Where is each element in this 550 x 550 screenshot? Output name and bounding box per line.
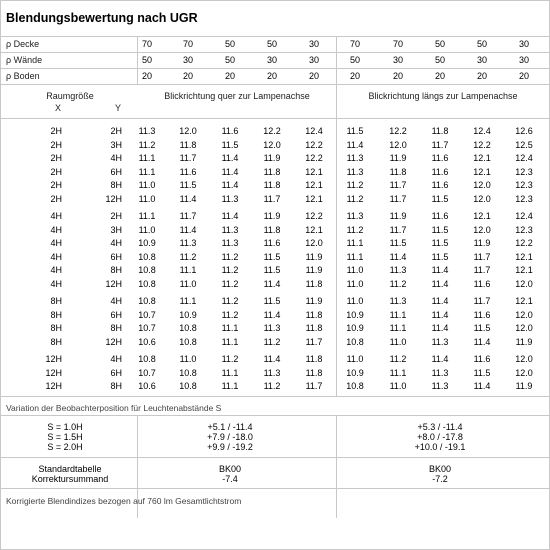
room-y: 4H xyxy=(110,153,122,163)
ugr-value: 11.3 xyxy=(389,296,407,306)
ugr-value: 11.7 xyxy=(389,194,407,204)
ugr-value: 11.2 xyxy=(389,354,407,364)
ugr-value: 11.0 xyxy=(179,279,197,289)
ugr-value: 12.1 xyxy=(305,180,323,190)
variation-column-divider xyxy=(336,416,337,518)
variation-cross: +9.9 / -19.2 xyxy=(207,442,253,452)
ugr-value: 11.5 xyxy=(263,296,281,306)
ugr-value: 11.4 xyxy=(431,296,449,306)
ugr-value: 11.2 xyxy=(389,279,407,289)
page-title: Blendungsbewertung nach UGR xyxy=(6,11,198,25)
room-size-header: Raumgröße xyxy=(46,91,94,101)
ugr-value: 11.0 xyxy=(138,180,156,190)
footnote: Korrigierte Blendindizes bezogen auf 760 lm Gesamtlichtstrom xyxy=(6,496,242,506)
room-y: 4H xyxy=(110,354,122,364)
ugr-value: 11.2 xyxy=(263,381,281,391)
reflectance-divider xyxy=(1,84,549,85)
ugr-value: 11.0 xyxy=(346,354,364,364)
ugr-value: 11.5 xyxy=(431,194,449,204)
ugr-value: 12.0 xyxy=(389,140,407,150)
ugr-value: 11.3 xyxy=(389,265,407,275)
room-x: 12H xyxy=(45,381,62,391)
ugr-value: 12.3 xyxy=(515,180,533,190)
ugr-value: 12.0 xyxy=(305,238,323,248)
ugr-value: 10.9 xyxy=(138,238,156,248)
ugr-value: 11.2 xyxy=(221,252,239,262)
reflectance-value: 20 xyxy=(434,71,445,81)
ugr-value: 11.4 xyxy=(221,180,239,190)
room-y: 12H xyxy=(105,279,122,289)
reflectance-value: 30 xyxy=(308,55,319,65)
ugr-value: 11.4 xyxy=(346,140,364,150)
ugr-value: 11.5 xyxy=(346,126,364,136)
ugr-value: 12.2 xyxy=(305,211,323,221)
room-x: 4H xyxy=(50,225,62,235)
standard-divider xyxy=(1,457,549,458)
room-y: 4H xyxy=(110,238,122,248)
room-x: 2H xyxy=(50,126,62,136)
along-direction-header: Blickrichtung längs zur Lampenachse xyxy=(368,91,518,101)
reflectance-value: 30 xyxy=(518,55,529,65)
ugr-value: 11.1 xyxy=(138,211,156,221)
ugr-value: 11.2 xyxy=(221,310,239,320)
header-column-divider xyxy=(336,85,337,118)
reflectance-value: 50 xyxy=(476,39,487,49)
ugr-value: 12.1 xyxy=(305,225,323,235)
ugr-value: 11.7 xyxy=(263,194,281,204)
reflectance-value: 20 xyxy=(392,71,403,81)
ugr-value: 11.5 xyxy=(431,238,449,248)
ugr-value: 11.5 xyxy=(389,238,407,248)
ugr-value: 11.4 xyxy=(179,225,197,235)
header-divider xyxy=(1,118,549,119)
ugr-value: 11.4 xyxy=(431,279,449,289)
ugr-value: 10.9 xyxy=(179,310,197,320)
variation-divider xyxy=(1,415,549,416)
room-y: 3H xyxy=(110,140,122,150)
reflectance-label: ρ Boden xyxy=(6,71,40,81)
ugr-value: 11.7 xyxy=(179,211,197,221)
ugr-value: 12.6 xyxy=(515,126,533,136)
ugr-value: 11.8 xyxy=(305,310,323,320)
ugr-value: 11.8 xyxy=(305,323,323,333)
room-x: 8H xyxy=(50,296,62,306)
ugr-value: 11.6 xyxy=(179,167,197,177)
room-y: 3H xyxy=(110,225,122,235)
ugr-value: 10.8 xyxy=(179,337,197,347)
ugr-value: 11.2 xyxy=(221,265,239,275)
ugr-value: 10.6 xyxy=(138,381,156,391)
ugr-value: 12.5 xyxy=(515,140,533,150)
ugr-value: 11.0 xyxy=(179,354,197,364)
along-standard-table: BK00 xyxy=(428,464,452,474)
correction-label: Korrektursummand xyxy=(31,474,109,484)
ugr-value: 12.1 xyxy=(515,252,533,262)
ugr-value: 11.3 xyxy=(431,381,449,391)
ugr-value: 11.6 xyxy=(473,310,491,320)
ugr-value: 10.8 xyxy=(346,337,364,347)
ugr-value: 12.0 xyxy=(515,279,533,289)
variation-cross: +5.1 / -11.4 xyxy=(207,422,253,432)
ugr-value: 11.8 xyxy=(263,225,281,235)
reflectance-value: 20 xyxy=(224,71,235,81)
reflectance-value: 70 xyxy=(141,39,152,49)
room-x: 8H xyxy=(50,323,62,333)
cross-standard-table: BK00 xyxy=(218,464,242,474)
ugr-value: 11.4 xyxy=(263,310,281,320)
ugr-value: 11.2 xyxy=(221,296,239,306)
ugr-value: 12.1 xyxy=(473,153,491,163)
reflectance-value: 70 xyxy=(182,39,193,49)
ugr-value: 12.0 xyxy=(473,194,491,204)
ugr-value: 11.6 xyxy=(431,153,449,163)
ugr-value: 11.0 xyxy=(138,194,156,204)
ugr-value: 12.0 xyxy=(473,225,491,235)
ugr-value: 11.5 xyxy=(473,323,491,333)
room-y: 6H xyxy=(110,310,122,320)
ugr-value: 11.4 xyxy=(431,323,449,333)
ugr-value: 11.4 xyxy=(179,194,197,204)
ugr-value: 11.4 xyxy=(389,252,407,262)
variation-label: S = 2.0H xyxy=(47,442,83,452)
reflectance-value: 50 xyxy=(349,55,360,65)
room-x: 4H xyxy=(50,211,62,221)
ugr-value: 10.8 xyxy=(179,368,197,378)
ugr-value: 11.7 xyxy=(389,180,407,190)
ugr-value: 10.8 xyxy=(138,265,156,275)
reflectance-value: 20 xyxy=(266,71,277,81)
variation-along: +5.3 / -11.4 xyxy=(417,422,463,432)
ugr-value: 11.1 xyxy=(221,337,239,347)
ugr-value: 12.4 xyxy=(305,126,323,136)
ugr-value: 11.3 xyxy=(221,225,239,235)
room-y: 8H xyxy=(110,323,122,333)
ugr-value: 11.2 xyxy=(263,337,281,347)
ugr-value: 11.1 xyxy=(389,310,407,320)
room-x: 2H xyxy=(50,153,62,163)
ugr-value: 11.7 xyxy=(305,337,323,347)
ugr-value: 10.8 xyxy=(179,381,197,391)
ugr-value: 11.8 xyxy=(305,368,323,378)
room-y: 8H xyxy=(110,265,122,275)
room-y: 12H xyxy=(105,194,122,204)
ugr-value: 12.1 xyxy=(473,211,491,221)
reflectance-value: 30 xyxy=(518,39,529,49)
ugr-value: 12.0 xyxy=(515,310,533,320)
ugr-value: 12.0 xyxy=(515,323,533,333)
reflectance-value: 30 xyxy=(392,55,403,65)
ugr-value: 11.9 xyxy=(263,153,281,163)
room-y: 12H xyxy=(105,337,122,347)
ugr-value: 11.1 xyxy=(221,368,239,378)
ugr-value: 12.2 xyxy=(515,238,533,248)
ugr-value: 12.2 xyxy=(473,140,491,150)
ugr-value: 11.4 xyxy=(263,279,281,289)
ugr-value: 11.4 xyxy=(431,310,449,320)
ugr-value: 11.3 xyxy=(263,368,281,378)
reflectance-value: 50 xyxy=(224,55,235,65)
reflectance-value: 50 xyxy=(141,55,152,65)
ugr-value: 11.8 xyxy=(179,140,197,150)
ugr-value: 11.9 xyxy=(473,238,491,248)
ugr-value: 11.6 xyxy=(431,167,449,177)
room-x: 4H xyxy=(50,252,62,262)
ugr-value: 11.8 xyxy=(305,354,323,364)
ugr-value: 11.4 xyxy=(473,381,491,391)
ugr-value: 11.1 xyxy=(389,368,407,378)
ugr-value: 12.4 xyxy=(515,153,533,163)
reflectance-value: 30 xyxy=(182,55,193,65)
ugr-value: 11.9 xyxy=(389,211,407,221)
ugr-value: 11.9 xyxy=(305,296,323,306)
ugr-value: 11.4 xyxy=(221,211,239,221)
room-x: 2H xyxy=(50,194,62,204)
ugr-value: 11.5 xyxy=(179,180,197,190)
ugr-value: 10.8 xyxy=(138,354,156,364)
ugr-value: 11.2 xyxy=(221,279,239,289)
reflectance-value: 20 xyxy=(308,71,319,81)
ugr-value: 12.2 xyxy=(263,126,281,136)
ugr-value: 12.3 xyxy=(515,225,533,235)
room-x: 2H xyxy=(50,167,62,177)
ugr-value: 11.6 xyxy=(473,354,491,364)
ugr-value: 11.1 xyxy=(346,238,364,248)
ugr-value: 11.1 xyxy=(221,381,239,391)
ugr-value: 12.3 xyxy=(515,167,533,177)
ugr-value: 11.7 xyxy=(179,153,197,163)
ugr-value: 10.7 xyxy=(138,323,156,333)
ugr-value: 12.2 xyxy=(305,153,323,163)
ugr-value: 12.2 xyxy=(305,140,323,150)
variation-caption: Variation der Beobachterposition für Leuchtenabstände S xyxy=(6,403,222,413)
ugr-value: 11.9 xyxy=(305,265,323,275)
reflectance-value: 50 xyxy=(434,39,445,49)
ugr-value: 11.3 xyxy=(431,368,449,378)
standard-table-label: Standardtabelle xyxy=(38,464,102,474)
ugr-value: 10.8 xyxy=(346,381,364,391)
ugr-value: 11.3 xyxy=(263,323,281,333)
ugr-value: 11.2 xyxy=(138,140,156,150)
ugr-value: 11.5 xyxy=(263,252,281,262)
ugr-value: 11.3 xyxy=(138,126,156,136)
ugr-value: 10.7 xyxy=(138,368,156,378)
room-y: 6H xyxy=(110,167,122,177)
room-x: 8H xyxy=(50,337,62,347)
reflectance-value: 50 xyxy=(266,39,277,49)
reflectance-divider xyxy=(1,52,549,53)
ugr-value: 12.1 xyxy=(515,265,533,275)
reflectance-value: 30 xyxy=(266,55,277,65)
ugr-value: 11.9 xyxy=(389,153,407,163)
ugr-value: 12.0 xyxy=(263,140,281,150)
variation-along: +10.0 / -19.1 xyxy=(414,442,466,452)
room-x: 4H xyxy=(50,265,62,275)
data-column-divider xyxy=(336,119,337,396)
ugr-value: 12.0 xyxy=(473,180,491,190)
ugr-value: 11.0 xyxy=(346,279,364,289)
room-x: 8H xyxy=(50,310,62,320)
ugr-value: 11.6 xyxy=(473,279,491,289)
ugr-value: 11.3 xyxy=(346,167,364,177)
ugr-value: 11.1 xyxy=(179,265,197,275)
room-x: 2H xyxy=(50,140,62,150)
room-x: 4H xyxy=(50,238,62,248)
ugr-value: 11.4 xyxy=(431,354,449,364)
ugr-value: 10.7 xyxy=(138,310,156,320)
ugr-value: 10.8 xyxy=(138,252,156,262)
ugr-value: 11.7 xyxy=(473,296,491,306)
ugr-value: 11.8 xyxy=(305,279,323,289)
ugr-value: 11.6 xyxy=(431,180,449,190)
ugr-value: 10.8 xyxy=(179,323,197,333)
reflectance-value: 20 xyxy=(476,71,487,81)
variation-label: S = 1.5H xyxy=(47,432,83,442)
ugr-value: 12.1 xyxy=(473,167,491,177)
reflectance-value: 20 xyxy=(141,71,152,81)
ugr-value: 12.1 xyxy=(305,194,323,204)
reflectance-divider xyxy=(1,68,549,69)
ugr-value: 11.7 xyxy=(305,381,323,391)
ugr-value: 11.8 xyxy=(263,167,281,177)
ugr-value: 11.1 xyxy=(389,323,407,333)
ugr-value: 11.2 xyxy=(346,225,364,235)
ugr-value: 11.9 xyxy=(515,337,533,347)
cross-correction: -7.4 xyxy=(222,474,238,484)
variation-cross: +7.9 / -18.0 xyxy=(207,432,253,442)
ugr-value: 11.9 xyxy=(305,252,323,262)
ugr-value: 12.3 xyxy=(515,194,533,204)
ugr-value: 12.0 xyxy=(515,354,533,364)
room-y: 8H xyxy=(110,180,122,190)
variation-divider xyxy=(1,396,549,397)
variation-along: +8.0 / -17.8 xyxy=(417,432,463,442)
ugr-value: 11.5 xyxy=(221,140,239,150)
ugr-value: 12.1 xyxy=(515,296,533,306)
reflectance-label: ρ Wände xyxy=(6,55,43,65)
room-y: 2H xyxy=(110,211,122,221)
ugr-value: 11.8 xyxy=(431,126,449,136)
ugr-value: 11.3 xyxy=(431,337,449,347)
ugr-value: 11.6 xyxy=(431,211,449,221)
ugr-value: 11.2 xyxy=(346,194,364,204)
ugr-value: 11.7 xyxy=(473,265,491,275)
ugr-value: 11.1 xyxy=(138,153,156,163)
ugr-value: 10.9 xyxy=(346,368,364,378)
ugr-value: 11.5 xyxy=(473,368,491,378)
ugr-value: 11.4 xyxy=(221,153,239,163)
title-divider xyxy=(1,36,549,37)
room-x: 2H xyxy=(50,180,62,190)
footnote-divider xyxy=(1,488,549,489)
ugr-value: 11.2 xyxy=(221,354,239,364)
ugr-value: 11.3 xyxy=(179,238,197,248)
ugr-value: 10.8 xyxy=(138,279,156,289)
room-y: 6H xyxy=(110,368,122,378)
ugr-value: 11.9 xyxy=(515,381,533,391)
ugr-value: 12.1 xyxy=(305,167,323,177)
ugr-value: 12.4 xyxy=(515,211,533,221)
ugr-value: 12.2 xyxy=(389,126,407,136)
ugr-value: 11.1 xyxy=(179,296,197,306)
along-correction: -7.2 xyxy=(432,474,448,484)
ugr-value: 11.0 xyxy=(346,265,364,275)
ugr-value: 11.3 xyxy=(221,194,239,204)
ugr-value: 11.0 xyxy=(346,296,364,306)
ugr-value: 12.0 xyxy=(515,368,533,378)
ugr-value: 11.0 xyxy=(389,381,407,391)
ugr-value: 11.1 xyxy=(221,323,239,333)
room-y: 8H xyxy=(110,381,122,391)
room-y: 4H xyxy=(110,296,122,306)
ugr-value: 11.4 xyxy=(221,167,239,177)
ugr-value: 12.0 xyxy=(179,126,197,136)
reflectance-value: 20 xyxy=(349,71,360,81)
cross-direction-header: Blickrichtung quer zur Lampenachse xyxy=(164,91,310,101)
ugr-value: 11.8 xyxy=(389,167,407,177)
ugr-value: 11.3 xyxy=(346,211,364,221)
reflectance-value: 30 xyxy=(308,39,319,49)
ugr-value: 11.7 xyxy=(431,140,449,150)
ugr-value: 11.4 xyxy=(473,337,491,347)
room-x: 12H xyxy=(45,354,62,364)
ugr-value: 11.2 xyxy=(179,252,197,262)
ugr-value: 11.6 xyxy=(263,238,281,248)
ugr-value: 11.1 xyxy=(346,252,364,262)
room-y: 6H xyxy=(110,252,122,262)
ugr-value: 10.8 xyxy=(138,296,156,306)
ugr-value: 11.5 xyxy=(263,265,281,275)
room-x: 12H xyxy=(45,368,62,378)
reflectance-value: 50 xyxy=(434,55,445,65)
ugr-value: 10.6 xyxy=(138,337,156,347)
room-x: 4H xyxy=(50,279,62,289)
ugr-value: 11.4 xyxy=(263,354,281,364)
ugr-value: 11.3 xyxy=(221,238,239,248)
ugr-value: 11.8 xyxy=(263,180,281,190)
ugr-value: 10.9 xyxy=(346,310,364,320)
ugr-value: 11.3 xyxy=(346,153,364,163)
ugr-value: 11.5 xyxy=(431,252,449,262)
reflectance-value: 20 xyxy=(518,71,529,81)
ugr-value: 11.9 xyxy=(263,211,281,221)
reflectance-value: 30 xyxy=(476,55,487,65)
ugr-value: 11.0 xyxy=(389,337,407,347)
ugr-value: 11.4 xyxy=(431,265,449,275)
ugr-value: 12.4 xyxy=(473,126,491,136)
ugr-value: 11.7 xyxy=(473,252,491,262)
ugr-value: 10.9 xyxy=(346,323,364,333)
x-header: X xyxy=(55,103,62,113)
y-header: Y xyxy=(115,103,122,113)
reflectance-label: ρ Decke xyxy=(6,39,40,49)
reflectance-value: 70 xyxy=(392,39,403,49)
reflectance-value: 20 xyxy=(182,71,193,81)
variation-label: S = 1.0H xyxy=(47,422,83,432)
ugr-value: 11.0 xyxy=(138,225,156,235)
reflectance-value: 50 xyxy=(224,39,235,49)
ugr-value: 11.5 xyxy=(431,225,449,235)
ugr-value: 11.1 xyxy=(138,167,156,177)
room-y: 2H xyxy=(110,126,122,136)
ugr-value: 11.6 xyxy=(221,126,239,136)
ugr-value: 11.7 xyxy=(389,225,407,235)
ugr-value: 11.2 xyxy=(346,180,364,190)
reflectance-value: 70 xyxy=(349,39,360,49)
